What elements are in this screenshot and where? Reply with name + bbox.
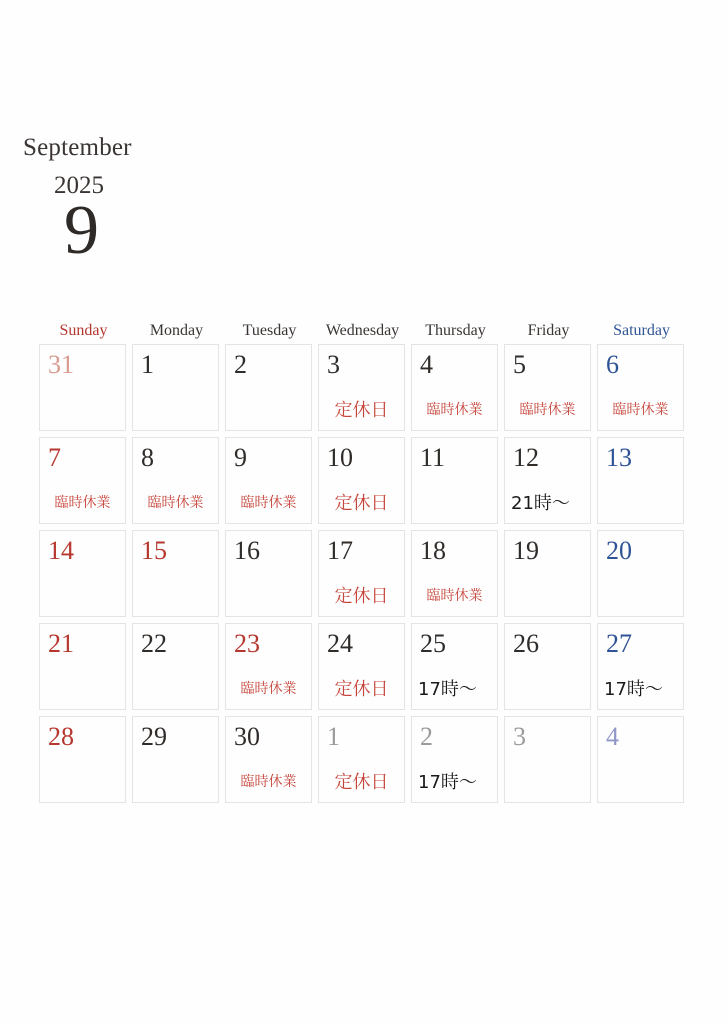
day-number: 22 <box>141 629 167 658</box>
day-number: 2 <box>420 722 433 751</box>
day-cell[interactable] <box>504 437 591 524</box>
day-cell[interactable] <box>597 623 684 710</box>
regular-holiday-note: 定休日 <box>334 493 389 514</box>
day-number: 5 <box>513 350 526 379</box>
day-number: 27 <box>606 629 632 658</box>
day-cell[interactable] <box>411 530 498 617</box>
day-number: 6 <box>606 350 619 379</box>
day-cell[interactable] <box>39 716 126 803</box>
weekday-header-row <box>37 320 688 342</box>
day-cell[interactable] <box>225 437 312 524</box>
day-number: 1 <box>327 722 340 751</box>
day-cell[interactable] <box>39 623 126 710</box>
day-number: 28 <box>48 722 74 751</box>
day-cell[interactable] <box>318 716 405 803</box>
calendar-grid <box>39 344 684 803</box>
day-cell[interactable] <box>504 344 591 431</box>
opening-time-note: 21時〜 <box>511 493 570 514</box>
opening-time-note: 17時〜 <box>418 772 477 793</box>
day-cell[interactable] <box>411 623 498 710</box>
opening-time-note: 17時〜 <box>604 679 663 700</box>
temporary-closure-note: 臨時休業 <box>240 681 297 697</box>
temporary-closure-note: 臨時休業 <box>240 495 297 511</box>
day-number: 9 <box>234 443 247 472</box>
temporary-closure-note: 臨時休業 <box>54 495 111 511</box>
day-number: 29 <box>141 722 167 751</box>
day-cell[interactable] <box>39 530 126 617</box>
day-cell[interactable] <box>597 437 684 524</box>
day-cell[interactable] <box>39 344 126 431</box>
day-cell[interactable] <box>597 530 684 617</box>
day-number: 15 <box>141 536 167 565</box>
temporary-closure-note: 臨時休業 <box>519 402 576 418</box>
day-number: 18 <box>420 536 446 565</box>
day-number: 3 <box>513 722 526 751</box>
day-cell[interactable] <box>225 530 312 617</box>
day-number: 3 <box>327 350 340 379</box>
day-number: 25 <box>420 629 446 658</box>
regular-holiday-note: 定休日 <box>334 772 389 793</box>
day-cell[interactable] <box>504 530 591 617</box>
day-number: 13 <box>606 443 632 472</box>
day-number: 1 <box>141 350 154 379</box>
day-cell[interactable] <box>132 530 219 617</box>
day-number: 12 <box>513 443 539 472</box>
day-cell[interactable] <box>504 623 591 710</box>
day-cell[interactable] <box>411 716 498 803</box>
day-number: 8 <box>141 443 154 472</box>
day-number: 7 <box>48 443 61 472</box>
day-number: 11 <box>420 443 446 472</box>
day-cell[interactable] <box>132 623 219 710</box>
day-cell[interactable] <box>597 344 684 431</box>
temporary-closure-note: 臨時休業 <box>426 402 483 418</box>
weekday-label-friday: Friday <box>527 322 570 339</box>
temporary-closure-note: 臨時休業 <box>147 495 204 511</box>
day-number: 19 <box>513 536 539 565</box>
day-cell[interactable] <box>318 530 405 617</box>
day-cell[interactable] <box>132 716 219 803</box>
weekday-label-sunday: Sunday <box>59 322 108 339</box>
year-label: 2025 <box>54 172 104 199</box>
day-number: 24 <box>327 629 353 658</box>
weekday-label-wednesday: Wednesday <box>325 322 400 339</box>
day-number: 14 <box>48 536 74 565</box>
day-number: 10 <box>327 443 353 472</box>
regular-holiday-note: 定休日 <box>334 679 389 700</box>
weekday-label-tuesday: Tuesday <box>242 322 297 339</box>
day-number: 17 <box>327 536 353 565</box>
day-number: 31 <box>48 350 74 379</box>
day-cell[interactable] <box>225 344 312 431</box>
day-number: 30 <box>234 722 260 751</box>
temporary-closure-note: 臨時休業 <box>612 402 669 418</box>
month-number: 9 <box>64 192 99 269</box>
day-cell[interactable] <box>318 437 405 524</box>
regular-holiday-note: 定休日 <box>334 400 389 421</box>
regular-holiday-note: 定休日 <box>334 586 389 607</box>
temporary-closure-note: 臨時休業 <box>426 588 483 604</box>
day-cell[interactable] <box>318 623 405 710</box>
day-number: 23 <box>234 629 260 658</box>
temporary-closure-note: 臨時休業 <box>240 774 297 790</box>
weekday-label-thursday: Thursday <box>425 322 486 339</box>
day-number: 4 <box>420 350 433 379</box>
day-cell[interactable] <box>504 716 591 803</box>
day-cell[interactable] <box>597 716 684 803</box>
day-cell[interactable] <box>411 437 498 524</box>
day-cell[interactable] <box>132 437 219 524</box>
month-name: September <box>23 134 132 161</box>
day-number: 2 <box>234 350 247 379</box>
day-cell[interactable] <box>225 716 312 803</box>
opening-time-note: 17時〜 <box>418 679 477 700</box>
day-number: 21 <box>48 629 74 658</box>
day-number: 16 <box>234 536 260 565</box>
day-number: 26 <box>513 629 539 658</box>
day-cell[interactable] <box>225 623 312 710</box>
day-number: 20 <box>606 536 632 565</box>
day-number: 4 <box>606 722 619 751</box>
day-cell[interactable] <box>132 344 219 431</box>
weekday-label-saturday: Saturday <box>613 322 670 339</box>
weekday-label-monday: Monday <box>149 322 204 339</box>
day-cell[interactable] <box>318 344 405 431</box>
day-cell[interactable] <box>411 344 498 431</box>
day-cell[interactable] <box>39 437 126 524</box>
